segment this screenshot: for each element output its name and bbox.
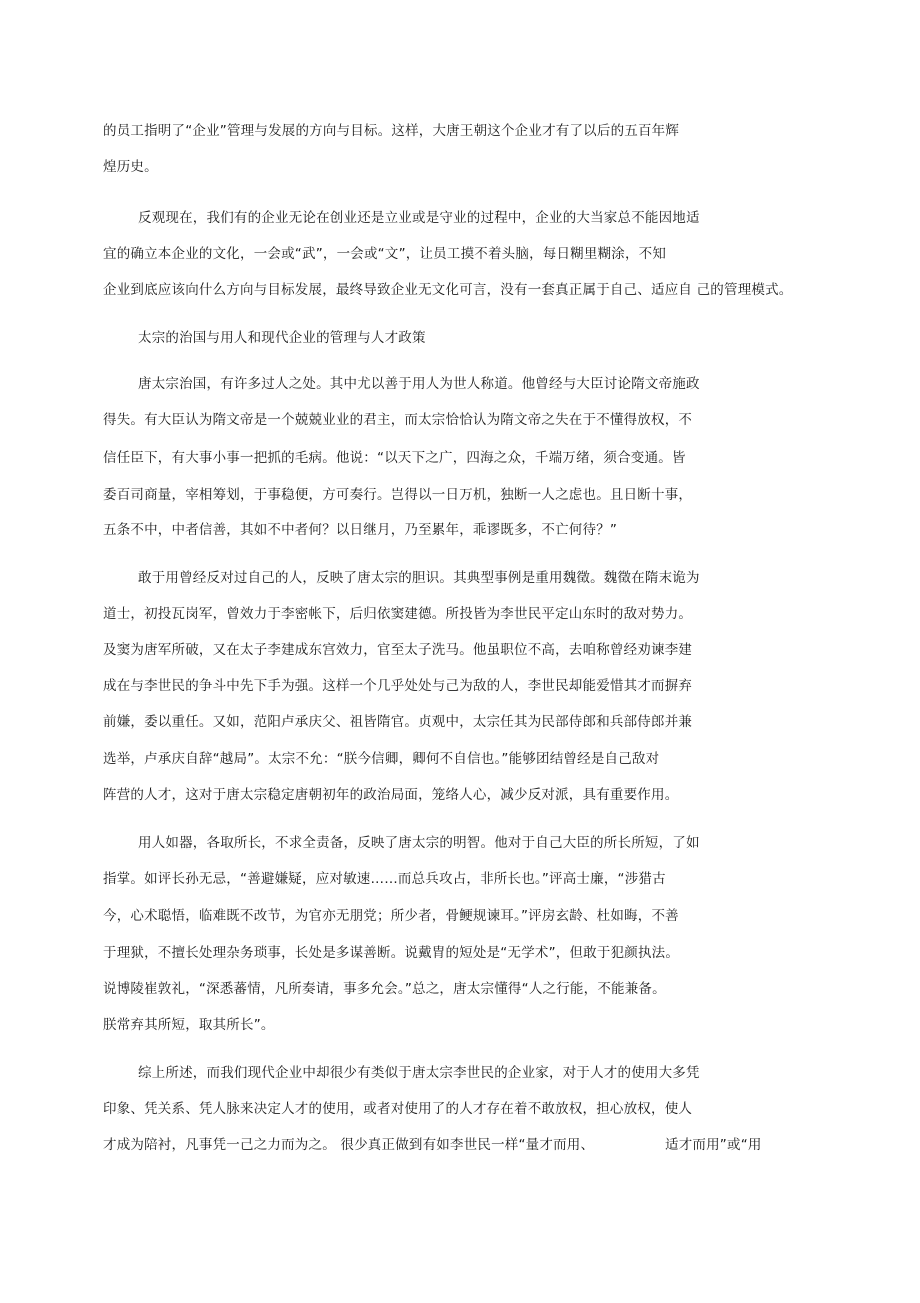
text-line: 反观现在，我们有的企业无论在创业还是立业或是守业的过程中，企业的大当家总不能因地适 [138,210,700,226]
text-line: 的员工指明了“企业”管理与发展的方向与目标。这样，大唐王朝这个企业才有了以后的五百年辉 [103,123,680,139]
text-line: 敢于用曾经反对过自己的人，反映了唐太宗的胆识。其典型事例是重用魏徵。魏徵在隋末诡为 [138,570,700,586]
text-line: 宜的确立本企业的文化，一会或“武”，一会或“文”，让员工摸不着头脑，每日糊里糊涂，不知 [103,246,667,262]
text-line: 朕常弃其所短，取其所长”。 [103,1017,275,1033]
text-line: 阵营的人才，这对于唐太宗稳定唐朝初年的政治局面，笼络人心，减少反对派，具有重要作用。 [103,787,679,803]
text-line: 综上所述，而我们现代企业中却很少有类似于唐太宗李世民的企业家，对于人才的使用大多凭 [138,1065,700,1081]
text-line: 及窦为唐军所破，又在太子李建成东宫效力，官至太子洗马。他虽职位不高，去咱称曾经劝谏李建 [103,642,693,658]
text-line: 指掌。如评长孙无忌，“善避嫌疑，应对敏速……而总兵攻占，非所长也。”评高士廉，“涉猎古 [103,871,666,887]
text-line: 说博陵崔敦礼，“深悉蕃情，凡所奏请，事多允会。”总之，唐太宗懂得“人之行能，不能兼备。 [103,981,666,997]
text-line: 用人如器，各取所长，不求全责备，反映了唐太宗的明智。他对于自己大臣的所长所短，了如 [138,835,700,851]
text-line-fragment: 适才而用”或“用 [665,1137,762,1153]
text-line: 选举，卢承庆自辞“越局”。太宗不允：“朕今信卿，卿何不自信也。”能够团结曾经是自己敌对 [103,751,660,767]
text-line: 煌历史。 [103,159,158,175]
text-line: 唐太宗治国，有许多过人之处。其中尤以善于用人为世人称道。他曾经与大臣讨论隋文帝施政 [138,376,700,392]
text-line: 道士，初投瓦岗军，曾效力于李密帐下，后归依窦建德。所投皆为李世民平定山东时的敌对势力。 [103,606,693,622]
section-heading: 太宗的治国与用人和现代企业的管理与人才政策 [138,330,426,346]
text-line: 才成为陪衬，凡事凭一己之力而为之。 很少真正做到有如李世民一样“量才而用、 [103,1137,595,1153]
text-line: 前嫌，委以重任。又如，范阳卢承庆父、祖皆隋官。贞观中，太宗任其为民部侍郎和兵部侍郎并兼 [103,714,693,730]
text-line: 五条不中，中者信善，其如不中者何？以日继月，乃至累年，乖谬既多，不亡何待？” [103,522,618,538]
text-line: 得失。有大臣认为隋文帝是一个兢兢业业的君主，而太宗恰恰认为隋文帝之失在于不懂得放权，不 [103,412,693,428]
text-line: 委百司商量，宰相筹划，于事稳便，方可奏行。岂得以一日万机，独断一人之虑也。且日断十事， [103,487,693,503]
text-line: 成在与李世民的争斗中先下手为强。这样一个几乎处处与己为敌的人，李世民却能爱惜其才而摒弃 [103,678,693,694]
text-line: 今，心术聪悟，临难既不改节，为官亦无朋党；所少者，骨鲠规谏耳。”评房玄龄、杜如晦，不善 [103,908,679,924]
text-line: 信任臣下，有大事小事一把抓的毛病。他说：“以天下之广，四海之众，千端万绪，须合变通。皆 [103,450,686,466]
text-line: 于理狱，不擅长处理杂务琐事，长处是多谋善断。说戴胄的短处是“无学术”，但敢于犯颜执法。 [103,945,680,961]
text-line: 印象、凭关系、凭人脉来决定人才的使用，或者对使用了的人才存在着不敢放权，担心放权，使人 [103,1101,693,1117]
text-line: 企业到底应该向什么方向与目标发展，最终导致企业无文化可言，没有一套真正属于自己、适应自 己的管理模式。 [103,282,793,298]
